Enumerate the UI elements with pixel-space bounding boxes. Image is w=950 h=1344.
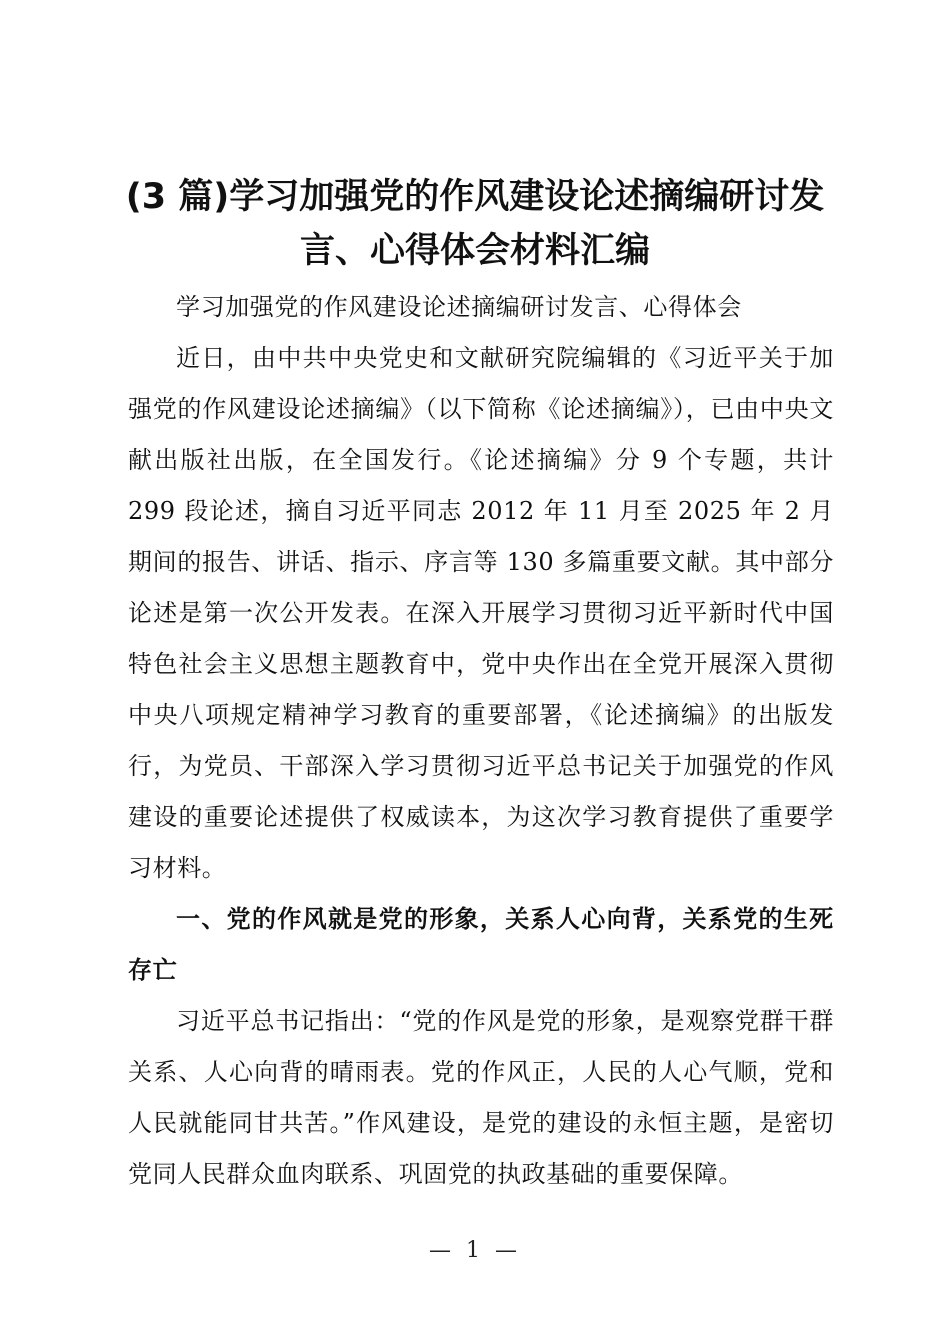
title-line-1: (3 篇)学习加强党的作风建设论述摘编研讨发 — [125, 177, 825, 217]
title-line-2: 言、心得体会材料汇编 — [299, 231, 650, 271]
intro-paragraph: 近日，由中共中央党史和文献研究院编辑的《习近平关于加强党的作风建设论述摘编》（以下简称《论述摘编》），已由中央文献出版社出版，在全国发行。《论述摘编》分 9 个专题，共计 299 段论述，摘自习近平同志 2012 年 11 月至 2025 年 2 月期间的报告、讲话、指示、序言等 130 多篇重要文献。其中部分论述是第一次公开发表。在深入开展学习贯彻习近平新时代中国特色社会主义思想主题教育中，党中央作出在全党开展深入贯彻中央八项规定精神学习教育的重要部署，《论述摘编》的出版发行，为党员、干部深入学习贯彻习近平总书记关于加强党的作风建设的重要论述提供了权威读本，为这次学习教育提供了重要学习材料。 — [128, 344, 834, 882]
page-number: — 1 — — [429, 1238, 521, 1263]
document-title — [100, 170, 850, 278]
subtitle-paragraph: 学习加强党的作风建设论述摘编研讨发言、心得体会 — [176, 293, 742, 321]
document-body — [128, 282, 834, 1200]
section-1-paragraph: 习近平总书记指出：“党的作风是党的形象，是观察党群干群关系、人心向背的晴雨表。党的作风正，人民的人心气顺，党和人民就能同甘共苦。”作风建设，是党的建设的永恒主题，是密切党同人民群众血肉联系、巩固党的执政基础的重要保障。 — [128, 1007, 834, 1188]
section-heading-1: 一、党的作风就是党的形象，关系人心向背，关系党的生死存亡 — [128, 905, 834, 984]
